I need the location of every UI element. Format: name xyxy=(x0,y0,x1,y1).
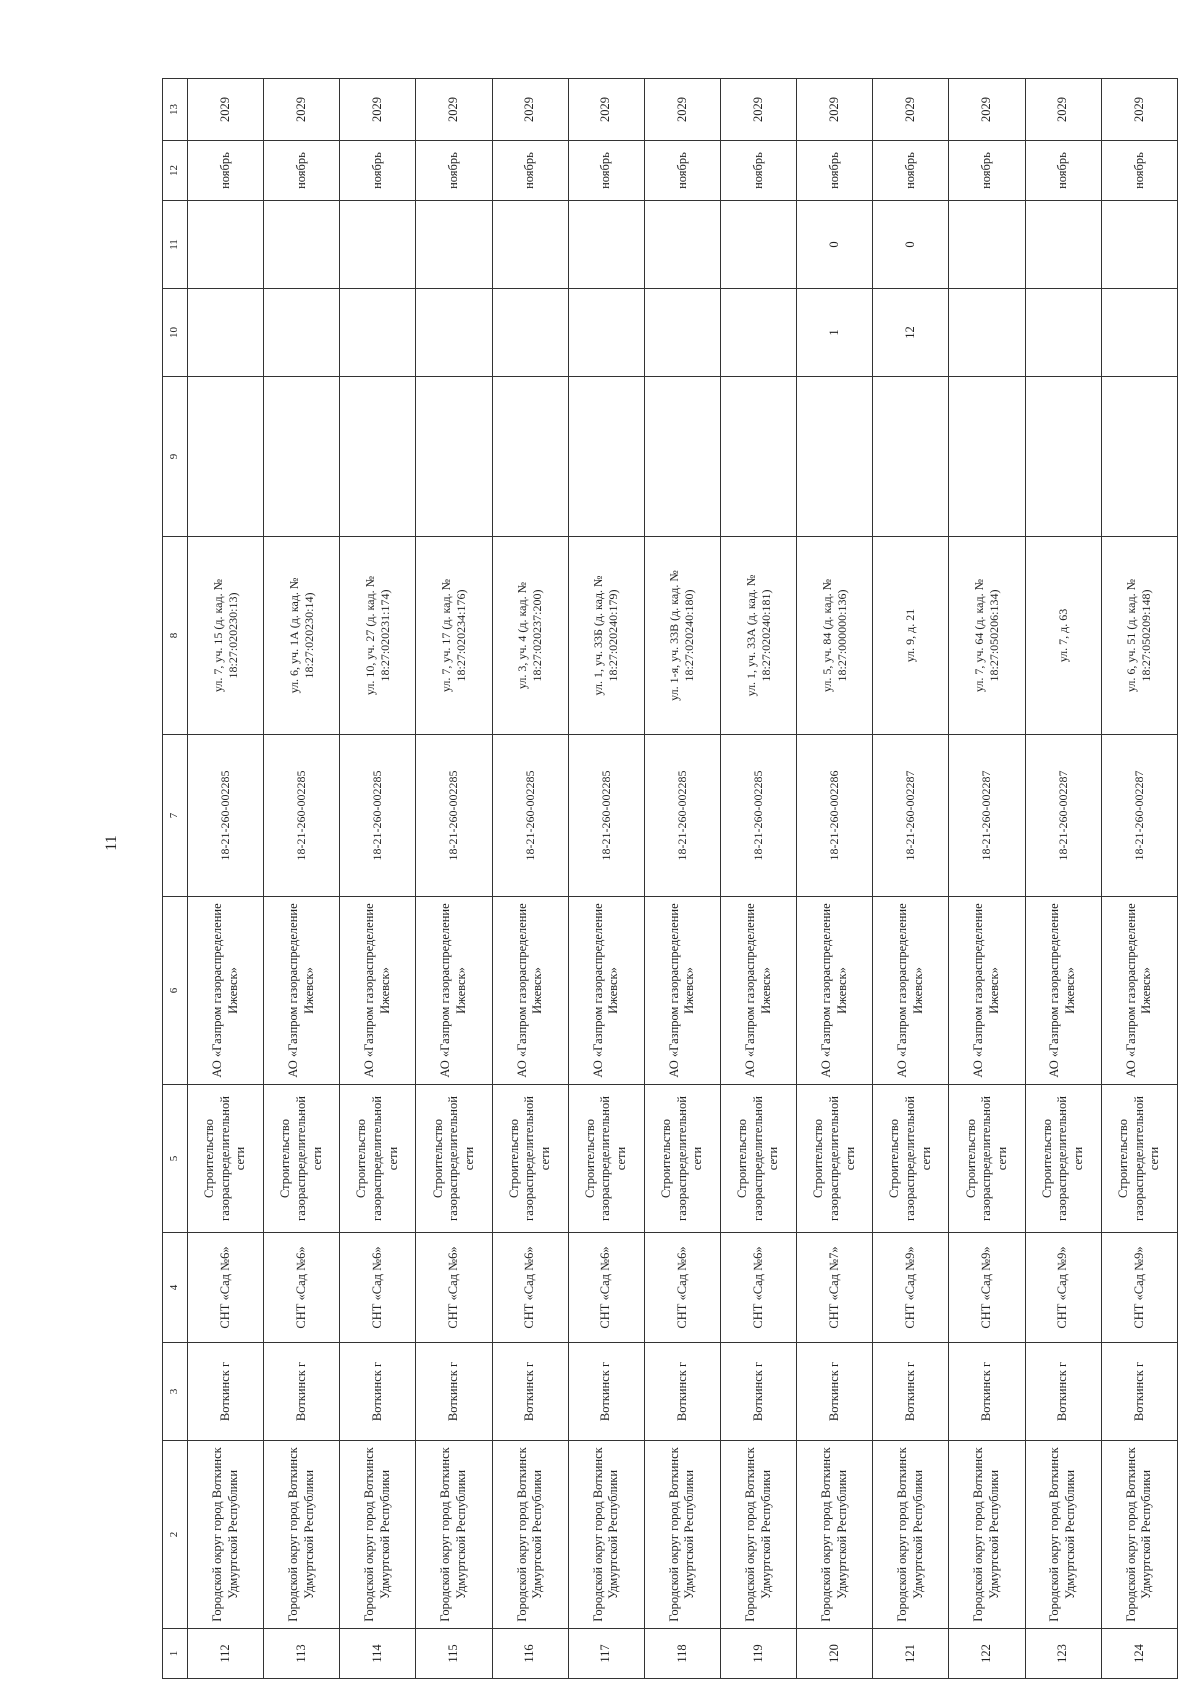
year-cell: 2029 xyxy=(949,79,1025,141)
table-row xyxy=(873,79,949,1679)
snt-cell: СНТ «Сад №9» xyxy=(1025,1233,1101,1343)
column-11-cell: 0 xyxy=(873,201,949,289)
column-11-cell xyxy=(492,201,568,289)
month-cell: ноябрь xyxy=(264,141,340,201)
table-row xyxy=(644,79,720,1679)
row-number-cell: 116 xyxy=(492,1629,568,1679)
col-header: 4 xyxy=(163,1233,188,1343)
organization-cell: АО «Газпром газораспределение Ижевск» xyxy=(264,897,340,1085)
column-10-cell: 12 xyxy=(873,289,949,377)
code-cell: 18-21-260-002285 xyxy=(188,735,264,897)
city-cell: Воткинск г xyxy=(797,1343,873,1441)
column-11-cell xyxy=(568,201,644,289)
gas-network-table xyxy=(162,78,1178,1679)
address-cell: ул. 1, уч. 33Б (д. кад. № 18:27:020240:179) xyxy=(568,537,644,735)
column-10-cell xyxy=(1025,289,1101,377)
work-type-cell: Строительство газораспределительной сети xyxy=(264,1085,340,1233)
city-cell: Воткинск г xyxy=(340,1343,416,1441)
snt-cell: СНТ «Сад №6» xyxy=(264,1233,340,1343)
column-11-cell xyxy=(416,201,492,289)
column-9-cell xyxy=(873,377,949,537)
col-header: 10 xyxy=(163,289,188,377)
column-9-cell xyxy=(1101,377,1177,537)
document-table-wrapper xyxy=(162,79,1178,1679)
table-row xyxy=(720,79,796,1679)
column-number-row xyxy=(163,79,188,1679)
col-header: 12 xyxy=(163,141,188,201)
column-10-cell xyxy=(188,289,264,377)
row-number-cell: 115 xyxy=(416,1629,492,1679)
column-11-cell xyxy=(264,201,340,289)
code-cell: 18-21-260-002285 xyxy=(340,735,416,897)
snt-cell: СНТ «Сад №9» xyxy=(873,1233,949,1343)
district-cell: Городской округ город Воткинск Удмуртской Республики xyxy=(644,1441,720,1629)
col-header: 6 xyxy=(163,897,188,1085)
month-cell: ноябрь xyxy=(340,141,416,201)
month-cell: ноябрь xyxy=(873,141,949,201)
year-cell: 2029 xyxy=(568,79,644,141)
column-9-cell xyxy=(949,377,1025,537)
organization-cell: АО «Газпром газораспределение Ижевск» xyxy=(340,897,416,1085)
column-9-cell xyxy=(644,377,720,537)
table-row xyxy=(264,79,340,1679)
snt-cell: СНТ «Сад №6» xyxy=(340,1233,416,1343)
address-cell: ул. 1-я, уч. 33В (д. кад. № 18:27:020240:180) xyxy=(644,537,720,735)
table-row xyxy=(340,79,416,1679)
table-row xyxy=(568,79,644,1679)
year-cell: 2029 xyxy=(873,79,949,141)
row-number-cell: 123 xyxy=(1025,1629,1101,1679)
table-row xyxy=(797,79,873,1679)
year-cell: 2029 xyxy=(416,79,492,141)
table-row xyxy=(1025,79,1101,1679)
row-number-cell: 120 xyxy=(797,1629,873,1679)
district-cell: Городской округ город Воткинск Удмуртской Республики xyxy=(797,1441,873,1629)
column-9-cell xyxy=(797,377,873,537)
column-11-cell xyxy=(720,201,796,289)
organization-cell: АО «Газпром газораспределение Ижевск» xyxy=(797,897,873,1085)
organization-cell: АО «Газпром газораспределение Ижевск» xyxy=(492,897,568,1085)
work-type-cell: Строительство газораспределительной сети xyxy=(492,1085,568,1233)
city-cell: Воткинск г xyxy=(416,1343,492,1441)
work-type-cell: Строительство газораспределительной сети xyxy=(797,1085,873,1233)
city-cell: Воткинск г xyxy=(264,1343,340,1441)
snt-cell: СНТ «Сад №6» xyxy=(492,1233,568,1343)
code-cell: 18-21-260-002285 xyxy=(644,735,720,897)
work-type-cell: Строительство газораспределительной сети xyxy=(949,1085,1025,1233)
col-header: 2 xyxy=(163,1441,188,1629)
organization-cell: АО «Газпром газораспределение Ижевск» xyxy=(873,897,949,1085)
column-10-cell xyxy=(644,289,720,377)
address-cell: ул. 6, уч. 1А (д. кад. № 18:27:020230:14) xyxy=(264,537,340,735)
column-11-cell xyxy=(1025,201,1101,289)
work-type-cell: Строительство газораспределительной сети xyxy=(1025,1085,1101,1233)
address-cell: ул. 7, уч. 64 (д. кад. № 18:27:050206:134) xyxy=(949,537,1025,735)
month-cell: ноябрь xyxy=(416,141,492,201)
district-cell: Городской округ город Воткинск Удмуртской Республики xyxy=(188,1441,264,1629)
work-type-cell: Строительство газораспределительной сети xyxy=(568,1085,644,1233)
city-cell: Воткинск г xyxy=(873,1343,949,1441)
snt-cell: СНТ «Сад №9» xyxy=(1101,1233,1177,1343)
address-cell: ул. 7, уч. 15 (д. кад. № 18:27:020230:13) xyxy=(188,537,264,735)
column-11-cell: 0 xyxy=(797,201,873,289)
column-11-cell xyxy=(644,201,720,289)
row-number-cell: 117 xyxy=(568,1629,644,1679)
column-10-cell xyxy=(720,289,796,377)
work-type-cell: Строительство газораспределительной сети xyxy=(188,1085,264,1233)
col-header: 11 xyxy=(163,201,188,289)
code-cell: 18-21-260-002285 xyxy=(264,735,340,897)
column-9-cell xyxy=(416,377,492,537)
year-cell: 2029 xyxy=(720,79,796,141)
code-cell: 18-21-260-002285 xyxy=(416,735,492,897)
col-header: 7 xyxy=(163,735,188,897)
row-number-cell: 122 xyxy=(949,1629,1025,1679)
month-cell: ноябрь xyxy=(720,141,796,201)
work-type-cell: Строительство газораспределительной сети xyxy=(416,1085,492,1233)
table-row xyxy=(949,79,1025,1679)
district-cell: Городской округ город Воткинск Удмуртской Республики xyxy=(1101,1441,1177,1629)
organization-cell: АО «Газпром газораспределение Ижевск» xyxy=(720,897,796,1085)
column-11-cell xyxy=(188,201,264,289)
address-cell: ул. 6, уч. 51 (д. кад. № 18:27:050209:148) xyxy=(1101,537,1177,735)
organization-cell: АО «Газпром газораспределение Ижевск» xyxy=(949,897,1025,1085)
month-cell: ноябрь xyxy=(949,141,1025,201)
district-cell: Городской округ город Воткинск Удмуртской Республики xyxy=(1025,1441,1101,1629)
column-10-cell xyxy=(416,289,492,377)
column-11-cell xyxy=(1101,201,1177,289)
column-10-cell xyxy=(492,289,568,377)
col-header: 13 xyxy=(163,79,188,141)
month-cell: ноябрь xyxy=(492,141,568,201)
organization-cell: АО «Газпром газораспределение Ижевск» xyxy=(188,897,264,1085)
organization-cell: АО «Газпром газораспределение Ижевск» xyxy=(644,897,720,1085)
col-header: 3 xyxy=(163,1343,188,1441)
code-cell: 18-21-260-002287 xyxy=(949,735,1025,897)
snt-cell: СНТ «Сад №6» xyxy=(416,1233,492,1343)
city-cell: Воткинск г xyxy=(1025,1343,1101,1441)
city-cell: Воткинск г xyxy=(1101,1343,1177,1441)
city-cell: Воткинск г xyxy=(492,1343,568,1441)
work-type-cell: Строительство газораспределительной сети xyxy=(873,1085,949,1233)
row-number-cell: 114 xyxy=(340,1629,416,1679)
column-9-cell xyxy=(720,377,796,537)
table-row xyxy=(416,79,492,1679)
row-number-cell: 119 xyxy=(720,1629,796,1679)
month-cell: ноябрь xyxy=(568,141,644,201)
address-cell: ул. 5, уч. 84 (д. кад. № 18:27:000000:136) xyxy=(797,537,873,735)
organization-cell: АО «Газпром газораспределение Ижевск» xyxy=(1101,897,1177,1085)
column-11-cell xyxy=(340,201,416,289)
district-cell: Городской округ город Воткинск Удмуртской Республики xyxy=(416,1441,492,1629)
column-9-cell xyxy=(492,377,568,537)
code-cell: 18-21-260-002287 xyxy=(1101,735,1177,897)
column-10-cell: 1 xyxy=(797,289,873,377)
code-cell: 18-21-260-002287 xyxy=(1025,735,1101,897)
row-number-cell: 121 xyxy=(873,1629,949,1679)
snt-cell: СНТ «Сад №7» xyxy=(797,1233,873,1343)
column-9-cell xyxy=(340,377,416,537)
col-header: 8 xyxy=(163,537,188,735)
address-cell: ул. 7, уч. 17 (д. кад. № 18:27:020234:176) xyxy=(416,537,492,735)
organization-cell: АО «Газпром газораспределение Ижевск» xyxy=(568,897,644,1085)
col-header: 5 xyxy=(163,1085,188,1233)
month-cell: ноябрь xyxy=(644,141,720,201)
column-10-cell xyxy=(1101,289,1177,377)
column-9-cell xyxy=(568,377,644,537)
column-11-cell xyxy=(949,201,1025,289)
year-cell: 2029 xyxy=(264,79,340,141)
district-cell: Городской округ город Воткинск Удмуртской Республики xyxy=(873,1441,949,1629)
table-row xyxy=(1101,79,1177,1679)
city-cell: Воткинск г xyxy=(644,1343,720,1441)
month-cell: ноябрь xyxy=(1025,141,1101,201)
code-cell: 18-21-260-002285 xyxy=(568,735,644,897)
snt-cell: СНТ «Сад №6» xyxy=(568,1233,644,1343)
code-cell: 18-21-260-002285 xyxy=(720,735,796,897)
column-10-cell xyxy=(340,289,416,377)
district-cell: Городской округ город Воткинск Удмуртской Республики xyxy=(949,1441,1025,1629)
row-number-cell: 113 xyxy=(264,1629,340,1679)
city-cell: Воткинск г xyxy=(949,1343,1025,1441)
page-number: 11 xyxy=(103,835,120,851)
organization-cell: АО «Газпром газораспределение Ижевск» xyxy=(416,897,492,1085)
address-cell: ул. 3, уч. 4 (д. кад. № 18:27:020237:200) xyxy=(492,537,568,735)
code-cell: 18-21-260-002285 xyxy=(492,735,568,897)
snt-cell: СНТ «Сад №9» xyxy=(949,1233,1025,1343)
col-header: 9 xyxy=(163,377,188,537)
work-type-cell: Строительство газораспределительной сети xyxy=(1101,1085,1177,1233)
column-10-cell xyxy=(949,289,1025,377)
address-cell: ул. 9, д. 21 xyxy=(873,537,949,735)
year-cell: 2029 xyxy=(188,79,264,141)
column-9-cell xyxy=(264,377,340,537)
district-cell: Городской округ город Воткинск Удмуртской Республики xyxy=(720,1441,796,1629)
year-cell: 2029 xyxy=(644,79,720,141)
district-cell: Городской округ город Воткинск Удмуртской Республики xyxy=(492,1441,568,1629)
column-9-cell xyxy=(1025,377,1101,537)
address-cell: ул. 10, уч. 27 (д. кад. № 18:27:020231:174) xyxy=(340,537,416,735)
row-number-cell: 124 xyxy=(1101,1629,1177,1679)
month-cell: ноябрь xyxy=(1101,141,1177,201)
code-cell: 18-21-260-002286 xyxy=(797,735,873,897)
column-10-cell xyxy=(264,289,340,377)
address-cell: ул. 7, д. 63 xyxy=(1025,537,1101,735)
year-cell: 2029 xyxy=(1025,79,1101,141)
year-cell: 2029 xyxy=(1101,79,1177,141)
table-row xyxy=(492,79,568,1679)
city-cell: Воткинск г xyxy=(720,1343,796,1441)
district-cell: Городской округ город Воткинск Удмуртской Республики xyxy=(340,1441,416,1629)
month-cell: ноябрь xyxy=(797,141,873,201)
table-row xyxy=(188,79,264,1679)
organization-cell: АО «Газпром газораспределение Ижевск» xyxy=(1025,897,1101,1085)
year-cell: 2029 xyxy=(340,79,416,141)
code-cell: 18-21-260-002287 xyxy=(873,735,949,897)
district-cell: Городской округ город Воткинск Удмуртской Республики xyxy=(568,1441,644,1629)
address-cell: ул. 1, уч. 33А (д. кад. № 18:27:020240:181) xyxy=(720,537,796,735)
month-cell: ноябрь xyxy=(188,141,264,201)
year-cell: 2029 xyxy=(797,79,873,141)
column-10-cell xyxy=(568,289,644,377)
year-cell: 2029 xyxy=(492,79,568,141)
work-type-cell: Строительство газораспределительной сети xyxy=(644,1085,720,1233)
row-number-cell: 118 xyxy=(644,1629,720,1679)
column-9-cell xyxy=(188,377,264,537)
work-type-cell: Строительство газораспределительной сети xyxy=(340,1085,416,1233)
row-number-cell: 112 xyxy=(188,1629,264,1679)
snt-cell: СНТ «Сад №6» xyxy=(188,1233,264,1343)
district-cell: Городской округ город Воткинск Удмуртской Республики xyxy=(264,1441,340,1629)
col-header: 1 xyxy=(163,1629,188,1679)
snt-cell: СНТ «Сад №6» xyxy=(720,1233,796,1343)
city-cell: Воткинск г xyxy=(568,1343,644,1441)
work-type-cell: Строительство газораспределительной сети xyxy=(720,1085,796,1233)
city-cell: Воткинск г xyxy=(188,1343,264,1441)
snt-cell: СНТ «Сад №6» xyxy=(644,1233,720,1343)
